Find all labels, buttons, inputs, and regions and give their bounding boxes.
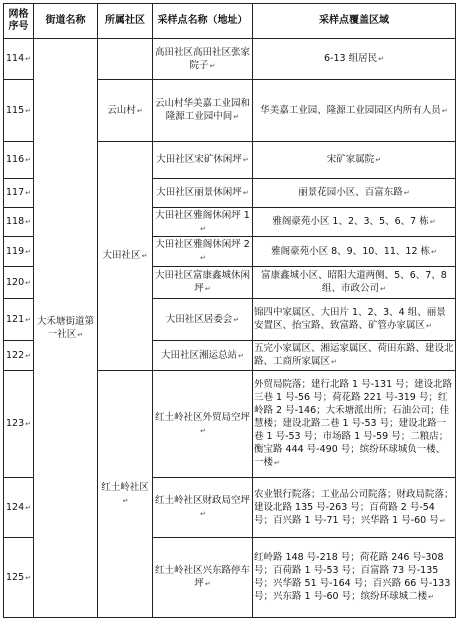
cell-seq: 117↵ (4, 179, 34, 208)
cell-site: 高田社区高田社区张家院子↵ (153, 39, 253, 80)
cell-seq: 122↵ (4, 341, 34, 371)
cell-site: 大田社区居委会↵ (153, 299, 253, 341)
cell-coverage: 丽景花园小区、百富东路↵ (253, 179, 456, 208)
cell-site: 大田社区富康鑫城休闲坪↵ (153, 267, 253, 299)
cell-community: 云山村↵ (98, 80, 153, 142)
cell-seq: 119↵ (4, 237, 34, 267)
cell-seq: 114↵ (4, 39, 34, 80)
cell-community: 大田社区↵ (98, 142, 153, 371)
cell-coverage: 宋矿家属院↵ (253, 142, 456, 179)
cell-seq: 125↵ (4, 538, 34, 618)
cell-seq: 118↵ (4, 208, 34, 237)
cell-community: 红土岭社区↵ (98, 371, 153, 618)
cell-street: 大禾塘街道第一社区↵ (34, 39, 98, 618)
cell-coverage: 农业银行院落；工业品公司院落；财政局院落；建设北路 135 号-263 号；百荷路 2 号-54 号；百兴路 1 号-71 号；兴华路 1 号-60 号↵ (253, 478, 456, 538)
cell-coverage: 外贸局院落；建行北路 1 号-131 号；建设北路三巷 1 号-56 号；荷花路 221 号-319 号；红岭路 2 号-146；大禾塘派出所；石油公司；佳慧楼；建设北路二巷 1 号-53 号；建设北路一巷 1 号-53 号；市场路 1 号-59 号；二粮店；衡宝路 444 号-490 号；缤纷环球城负一楼、一楼↵ (253, 371, 456, 478)
cell-site: 大田社区丽景休闲坪↵ (153, 179, 253, 208)
cell-site: 红土岭社区外贸局空坪↵ (153, 371, 253, 478)
cell-seq: 120↵ (4, 267, 34, 299)
header-street: 街道名称 (34, 4, 98, 39)
cell-site: 红土岭社区兴东路停车坪↵ (153, 538, 253, 618)
cell-coverage: 富康鑫城小区、昭阳大道两侧、5、6、7、8 组、市政公司↵ (253, 267, 456, 299)
cell-coverage: 6-13 组居民↵ (253, 39, 456, 80)
cell-seq: 124↵ (4, 478, 34, 538)
cell-coverage: 雅阁豪苑小区 8、9、10、11、12 栋↵ (253, 237, 456, 267)
cell-coverage: 雅阁豪苑小区 1、2、3、5、6、7 栋↵ (253, 208, 456, 237)
cell-coverage: 红岭路 148 号-218 号；荷花路 246 号-308 号；百荷路 1 号-53 号；百富路 73 号-135 号；兴华路 51 号-164 号；百兴路 66 号-133 号；兴东路 1 号-60 号；缤纷环球城二楼↵ (253, 538, 456, 618)
cell-site: 大田社区雅阁休闲坪 1↵ (153, 208, 253, 237)
cell-site: 大田社区湘运总站↵ (153, 341, 253, 371)
header-seq: 网格序号 (4, 4, 34, 39)
cell-seq: 121↵ (4, 299, 34, 341)
cell-community-empty (98, 39, 153, 80)
cell-site: 大田社区宋矿休闲坪↵ (153, 142, 253, 179)
cell-seq: 115↵ (4, 80, 34, 142)
cell-coverage: 锦四中家属区、大田片 1、2、3、4 组、丽景安置区、抬宝路、致富路、矿管办家属区↵ (253, 299, 456, 341)
cell-seq: 116↵ (4, 142, 34, 179)
header-site: 采样点名称（地址） (153, 4, 253, 39)
cell-seq: 123↵ (4, 371, 34, 478)
cell-site: 红土岭社区财政局空坪↵ (153, 478, 253, 538)
header-community: 所属社区 (98, 4, 153, 39)
header-row (4, 4, 456, 39)
table-row (4, 39, 456, 80)
cell-site: 大田社区雅阁休闲坪 2↵ (153, 237, 253, 267)
cell-coverage: 五完小家属区、湘运家属区、荷田东路、建设北路、工商所家属区↵ (253, 341, 456, 371)
header-coverage: 采样点覆盖区域 (253, 4, 456, 39)
cell-site: 云山村华美嘉工业园和隆源工业园中间↵ (153, 80, 253, 142)
grid-sampling-table (3, 3, 456, 618)
cell-coverage: 华美嘉工业园、隆源工业园园区内所有人员↵ (253, 80, 456, 142)
